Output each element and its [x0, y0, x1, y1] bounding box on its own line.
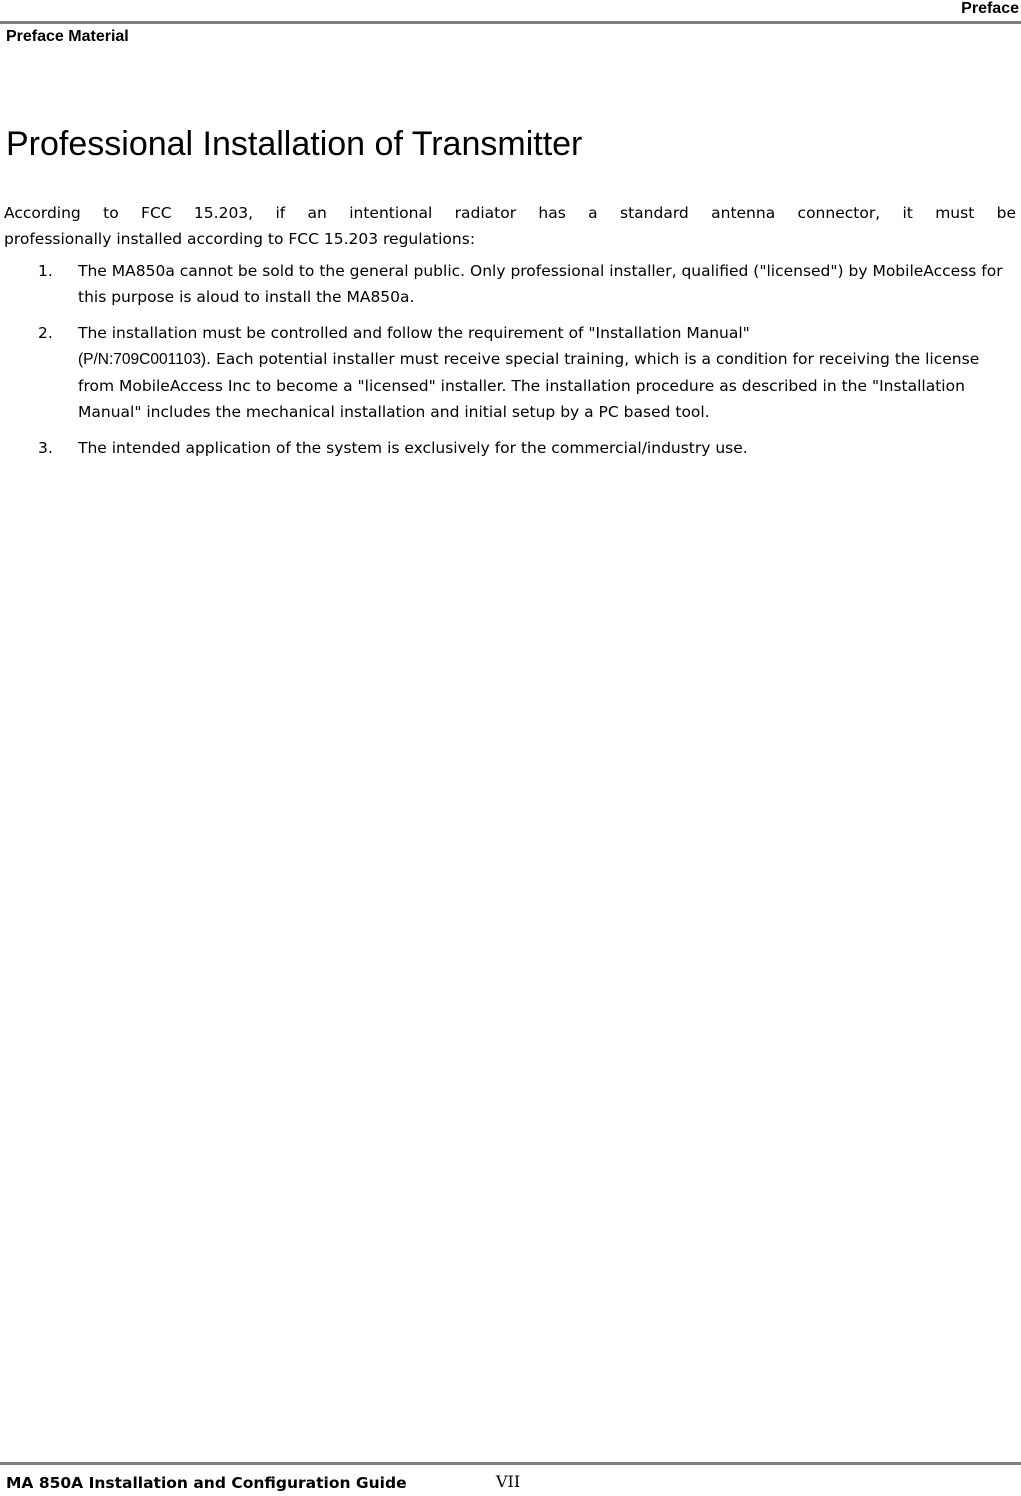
header-chapter-title: Preface Material [6, 28, 129, 45]
page-heading: Professional Installation of Transmitter [6, 125, 583, 163]
list-item-text: The MA850a cannot be sold to the general public. Only professional installer, qualified ("licensed") by MobileAccess for this purpose is aloud to install the MA850a. [78, 262, 1003, 306]
list-item-text-end: . Each potential installer must receive special training, which is a condition for receiving the license from MobileAccess Inc to become a "licensed" installer. The installation procedure as described in the "Installation Manual" includes the mechanical installation and initial setup by a PC based tool. [78, 350, 980, 421]
list-item-text-start: The installation must be controlled and follow the requirement of "Installation Manual" [78, 324, 750, 342]
list-item [4, 320, 1016, 425]
list-item [4, 258, 1016, 310]
list-item-number: 3. [38, 439, 53, 457]
footer-page-number: VII [496, 1472, 521, 1491]
intro-paragraph [4, 200, 1016, 252]
body-content [4, 200, 1016, 471]
intro-line-2: professionally installed according to FCC 15.203 regulations: [4, 230, 476, 248]
header-divider [0, 21, 1021, 24]
requirements-list [4, 258, 1016, 461]
list-item [4, 435, 1016, 461]
intro-line-1: According to FCC 15.203, if an intentional radiator has a standard antenna connector, it must be [4, 204, 1016, 222]
footer-divider [0, 1462, 1021, 1465]
list-item-number: 1. [38, 262, 53, 280]
footer-document-title: MA 850A Installation and Configuration Guide [6, 1474, 407, 1492]
header-section-title: Preface [961, 0, 1019, 17]
list-item-number: 2. [38, 324, 53, 342]
list-item-text: The intended application of the system is exclusively for the commercial/industry use. [78, 439, 748, 457]
part-number: (P/N:709C001103) [78, 351, 207, 368]
